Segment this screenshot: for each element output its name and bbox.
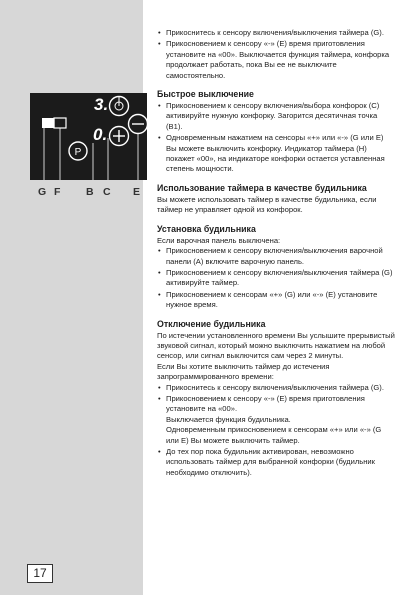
sensor-label: B bbox=[86, 186, 94, 198]
list-item: • Прикосновением к сенсору включения/выключения таймера (G) активируйте таймер. bbox=[157, 268, 395, 289]
list-item: • Прикосновением к сенсору «-» (E) время приготовления установите на «00». Выключается функция будильника. Одновременным прикосновением к сенсорам «+» или «-» (G или E) Вы можете выключить таймер. bbox=[157, 394, 395, 446]
document-content bbox=[157, 28, 395, 479]
list-item: • До тех пор пока будильник активирован, невозможно использовать таймер для выбранной конфорки (будильник необходимо отключить). bbox=[157, 447, 395, 478]
paragraph: По истечении установленного времени Вы услышите прерывистый звуковой сигнал, который можно выключить нажатием на любой сенсор, или сигнал выключится сам через 2 минуты. Если Вы хотите выключить таймер до истечения запрограммированного времени: bbox=[157, 330, 395, 382]
list-item: • Одновременным нажатием на сенсоры «+» или «-» (G или E) Вы можете выключить конфорку. Индикатор таймера (H) покажет «00», на индикаторе конфорки остается уставленная степень мощности. bbox=[157, 133, 395, 175]
svg-text:P: P bbox=[74, 147, 82, 158]
cooktop-indicator-icon bbox=[42, 118, 66, 128]
bullet-list bbox=[157, 28, 395, 81]
sensor-label: F bbox=[54, 186, 61, 198]
list-item: • Прикосновением к сенсору включения/выбора конфорок (C) активируйте нужную конфорку. Загорится десятичная точка (B1). bbox=[157, 101, 395, 132]
page-number: 17 bbox=[27, 564, 53, 583]
list-item: • Прикосновением к сенсору «-» (E) время приготовления установите на «00». Выключается функция таймера, конфорка продолжает работать, пока Вы ее не выключите самостоятельно. bbox=[157, 39, 395, 81]
sidebar bbox=[0, 0, 143, 595]
sensor-label: C bbox=[103, 186, 111, 198]
section-heading: Использование таймера в качестве будильника bbox=[157, 182, 367, 193]
sensor-labels bbox=[30, 186, 147, 200]
paragraph: Вы можете использовать таймер в качестве будильника, если таймер не управляет одной из конфорок. bbox=[157, 194, 377, 215]
section-heading: Установка будильника bbox=[157, 223, 256, 234]
sensor-label: E bbox=[133, 186, 141, 198]
bullet-list bbox=[157, 101, 395, 175]
list-item: • Прикосновением к сенсорам «+» (G) или «-» (E) установите нужное время. bbox=[157, 290, 395, 311]
section-heading: Быстрое выключение bbox=[157, 89, 254, 100]
power-sensor-icon bbox=[69, 142, 87, 160]
bullet-list bbox=[157, 246, 395, 310]
timer-sensor-icon bbox=[110, 97, 129, 116]
cooktop-digit-display: 0. bbox=[93, 125, 108, 144]
plus-sensor-icon bbox=[110, 127, 129, 146]
bullet-list bbox=[157, 383, 395, 479]
paragraph: Если варочная панель выключена: bbox=[157, 235, 281, 245]
list-item: • Прикоснитесь к сенсору включения/выключения таймера (G). bbox=[157, 383, 395, 393]
minus-sensor-icon bbox=[129, 115, 148, 134]
timer-digit-display: 3. bbox=[94, 95, 109, 114]
control-panel-illustration bbox=[30, 93, 147, 180]
sensor-label: G bbox=[38, 186, 47, 198]
list-item: • Прикоснитесь к сенсору включения/выключения таймера (G). bbox=[157, 28, 395, 38]
section-heading: Отключение будильника bbox=[157, 318, 266, 329]
list-item: • Прикосновением к сенсору включения/выключения варочной панели (A) включите варочную панель. bbox=[157, 246, 395, 267]
